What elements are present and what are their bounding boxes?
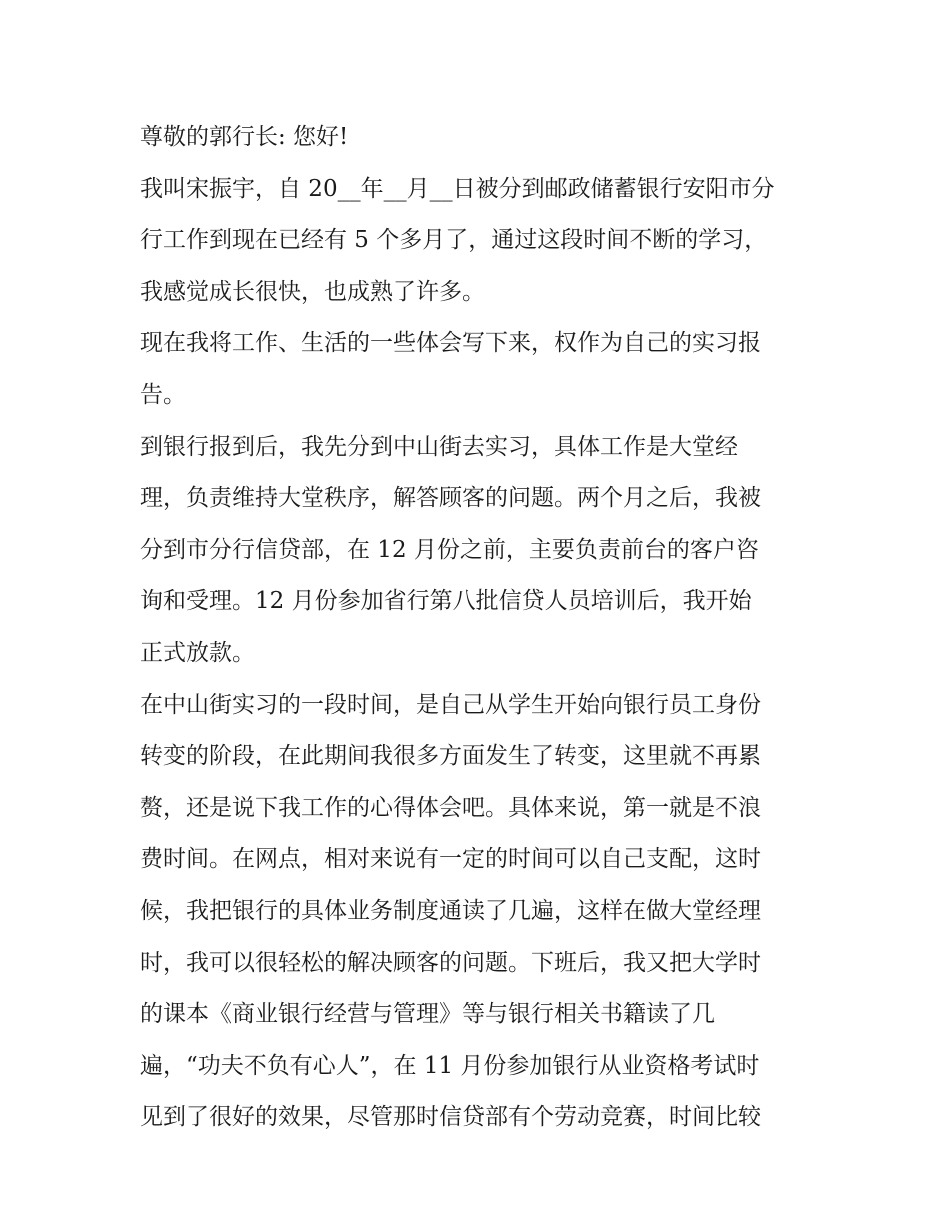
text-line: 分到市分行信贷部，在 12 月份之前，主要负责前台的客户咨: [140, 536, 759, 563]
text-line: 正式放款。: [140, 639, 255, 666]
text-line: 在中山街实习的一段时间，是自己从学生开始向银行员工身份: [140, 691, 761, 718]
text-line: 现在我将工作、生活的一些体会写下来，权作为自己的实习报: [140, 330, 761, 357]
text-line: 到银行报到后，我先分到中山街去实习，具体工作是大堂经: [140, 433, 738, 460]
text-line: 我感觉成长很快，也成熟了许多。: [140, 278, 485, 305]
text-line: 询和受理。12 月份参加省行第八批信贷人员培训后，我开始: [140, 588, 752, 615]
text-line: 遍，“功夫不负有心人”，在 11 月份参加银行从业资格考试时: [140, 1052, 760, 1079]
text-line: 我叫宋振宇，自 20__年__月__日被分到邮政储蓄银行安阳市分: [140, 175, 775, 202]
text-line: 赘，还是说下我工作的心得体会吧。具体来说，第一就是不浪: [140, 794, 761, 821]
text-line: 行工作到现在已经有 5 个多月了，通过这段时间不断的学习，: [140, 227, 768, 254]
letter-body: [140, 112, 820, 1144]
text-line: 告。: [140, 381, 186, 408]
text-line: 理，负责维持大堂秩序，解答顾客的问题。两个月之后，我被: [140, 485, 761, 512]
text-line: 见到了很好的效果，尽管那时信贷部有个劳动竞赛，时间比较: [140, 1104, 761, 1131]
salutation-line: 尊敬的郭行长: 您好!: [140, 124, 349, 150]
text-line: 的课本《商业银行经营与管理》等与银行相关书籍读了几: [140, 1001, 715, 1028]
text-line: 时，我可以很轻松的解决顾客的问题。下班后，我又把大学时: [140, 949, 761, 976]
text-line: 转变的阶段，在此期间我很多方面发生了转变，这里就不再累: [140, 743, 761, 770]
text-line: 候，我把银行的具体业务制度通读了几遍，这样在做大堂经理: [140, 897, 761, 924]
text-line: 费时间。在网点，相对来说有一定的时间可以自己支配，这时: [140, 846, 761, 873]
